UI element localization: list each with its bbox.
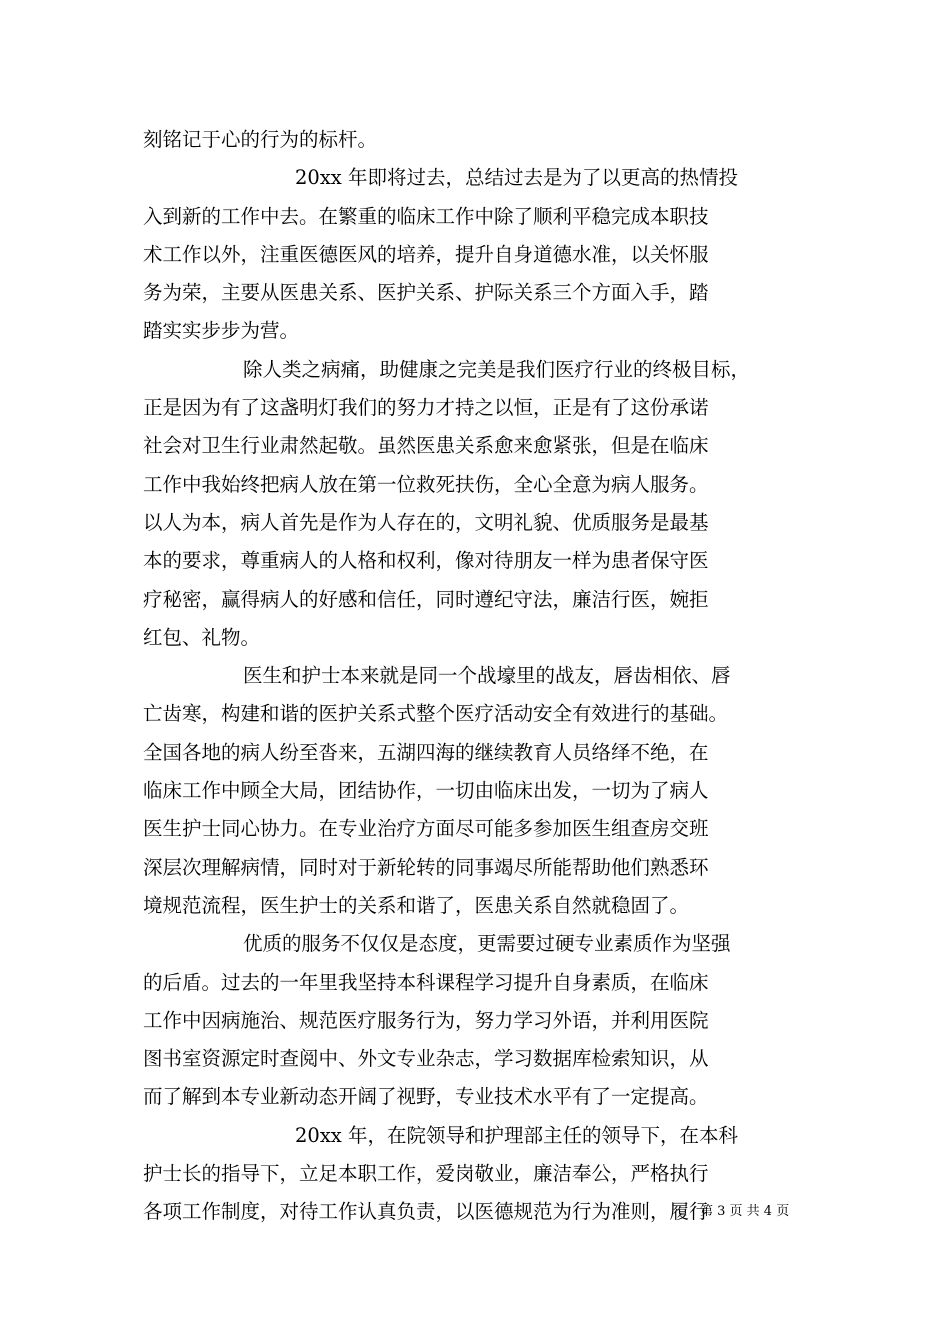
text-line: 而了解到本专业新动态开阔了视野，专业技术水平有了一定提高。: [143, 1085, 709, 1109]
paragraph-start-line: 除人类之病痛，助健康之完美是我们医疗行业的终极目标，: [243, 357, 751, 381]
text-line: 入到新的工作中去。在繁重的临床工作中除了顺利平稳完成本职技: [143, 204, 709, 228]
text-line: 临床工作中顾全大局，团结协作，一切由临床出发，一切为了病人: [143, 779, 709, 803]
paragraph-start-line: 20xx 年，在院领导和护理部主任的领导下，在本科: [295, 1123, 739, 1147]
text-line: 疗秘密，赢得病人的好感和信任，同时遵纪守法，廉洁行医，婉拒: [143, 587, 709, 611]
text-line: 工作中我始终把病人放在第一位救死扶伤，全心全意为病人服务。: [143, 472, 709, 496]
page-number-footer: 第 3 页 共 4 页: [700, 1204, 790, 1219]
paragraph-start-line: 优质的服务不仅仅是态度，更需要过硬专业素质作为坚强: [243, 932, 731, 956]
text-line: 境规范流程，医生护士的关系和谐了，医患关系自然就稳固了。: [143, 893, 690, 917]
text-line: 图书室资源定时查阅中、外文专业杂志，学习数据库检索知识，从: [143, 1047, 709, 1071]
text-line: 务为荣，主要从医患关系、医护关系、护际关系三个方面入手，踏: [143, 281, 709, 305]
text-line: 以人为本，病人首先是作为人存在的，文明礼貌、优质服务是最基: [143, 510, 709, 534]
paragraph-start-line: 20xx 年即将过去，总结过去是为了以更高的热情投: [295, 166, 739, 190]
text-line: 的后盾。过去的一年里我坚持本科课程学习提升自身素质，在临床: [143, 970, 709, 994]
text-line: 本的要求，尊重病人的人格和权利，像对待朋友一样为患者保守医: [143, 549, 709, 573]
text-line: 护士长的指导下，立足本职工作，爱岗敬业，廉洁奉公，严格执行: [143, 1162, 709, 1186]
text-line: 踏实实步步为营。: [143, 319, 300, 343]
text-line: 社会对卫生行业肃然起敬。虽然医患关系愈来愈紧张，但是在临床: [143, 434, 709, 458]
text-line: 刻铭记于心的行为的标杆。: [143, 128, 378, 151]
text-line: 红包、礼物。: [143, 625, 261, 649]
paragraph-start-line: 医生和护士本来就是同一个战壕里的战友，唇齿相依、唇: [243, 664, 731, 688]
text-line: 术工作以外，注重医德医风的培养，提升自身道德水准，以关怀服: [143, 242, 709, 266]
text-line: 医生护士同心协力。在专业治疗方面尽可能多参加医生组查房交班: [143, 817, 709, 841]
text-line: 深层次理解病情，同时对于新轮转的同事竭尽所能帮助他们熟悉环: [143, 855, 709, 879]
document-body: [143, 121, 807, 1232]
text-line: 工作中因病施治、规范医疗服务行为，努力学习外语，并利用医院: [143, 1008, 709, 1032]
text-line: 正是因为有了这盏明灯我们的努力才持之以恒，正是有了这份承诺: [143, 396, 709, 420]
text-line: 全国各地的病人纷至沓来，五湖四海的继续教育人员络绎不绝，在: [143, 740, 709, 764]
text-line: 各项工作制度，对待工作认真负责，以医德规范为行为准则，履行: [143, 1200, 709, 1224]
text-line: 亡齿寒，构建和谐的医护关系式整个医疗活动安全有效进行的基础。: [143, 702, 729, 726]
